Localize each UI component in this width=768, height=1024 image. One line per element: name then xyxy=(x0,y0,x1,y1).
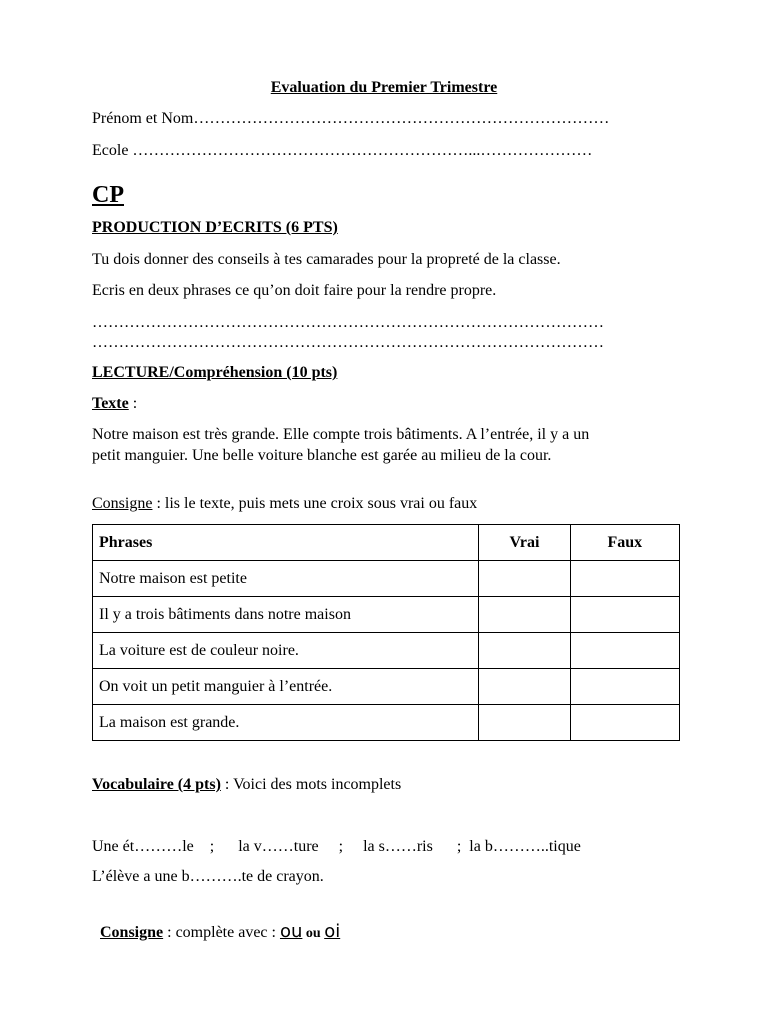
incomplete-words: Une ét………le ; la v……ture ; la s……ris ; la b………..tique xyxy=(92,838,581,855)
lecture-consigne xyxy=(92,494,477,514)
answer-line-2: …………………………………………………………………………………… xyxy=(92,334,604,351)
vrai-cell[interactable] xyxy=(479,633,570,669)
vocabulaire-consigne xyxy=(92,902,340,944)
vrai-cell[interactable] xyxy=(479,705,570,741)
incomplete-sentence: L’élève a une b……….te de crayon. xyxy=(92,868,324,885)
consigne-text: : lis le texte, puis mets une croix sous vrai ou faux xyxy=(152,495,478,512)
header-faux: Faux xyxy=(570,525,679,561)
table-row xyxy=(93,597,680,633)
vocabulaire-label: Vocabulaire (4 pts) xyxy=(92,776,221,793)
table-header-row xyxy=(93,525,680,561)
or-word: ou xyxy=(302,926,325,941)
option-oi: oi xyxy=(324,921,341,942)
phrase-cell: Il y a trois bâtiments dans notre maison xyxy=(93,597,479,633)
true-false-table xyxy=(92,524,680,741)
faux-cell[interactable] xyxy=(570,597,679,633)
production-instruction-2: Ecris en deux phrases ce qu’on doit faire pour la rendre propre. xyxy=(92,282,497,299)
phrase-cell: La voiture est de couleur noire. xyxy=(93,633,479,669)
vocab-consigne-text: : complète avec : xyxy=(163,924,280,941)
phrase-cell: On voit un petit manguier à l’entrée. xyxy=(93,669,479,705)
reading-text-line-1: Notre maison est très grande. Elle compte trois bâtiments. A l’entrée, il y a un xyxy=(92,426,590,443)
vrai-cell[interactable] xyxy=(479,597,570,633)
phrase-cell: Notre maison est petite xyxy=(93,561,479,597)
table-row xyxy=(93,705,680,741)
production-instruction-1: Tu dois donner des conseils à tes camarades pour la propreté de la classe. xyxy=(92,251,561,268)
vocabulaire-line xyxy=(92,775,401,795)
vocab-consigne-label: Consigne xyxy=(100,924,164,941)
option-ou: ou xyxy=(279,921,303,942)
header-vrai: Vrai xyxy=(479,525,570,561)
consigne-label: Consigne xyxy=(92,495,153,512)
lecture-heading: LECTURE/Compréhension (10 pts) xyxy=(92,364,338,381)
vrai-cell[interactable] xyxy=(479,561,570,597)
texte-colon: : xyxy=(128,395,138,412)
page-title: Evaluation du Premier Trimestre xyxy=(270,79,498,96)
answer-line-1: …………………………………………………………………………………… xyxy=(92,314,604,331)
level-heading: CP xyxy=(92,182,124,208)
phrase-cell: La maison est grande. xyxy=(93,705,479,741)
table-row xyxy=(93,633,680,669)
texte-label-line xyxy=(92,394,137,414)
table-row xyxy=(93,561,680,597)
production-heading: PRODUCTION D’ECRITS (6 PTS) xyxy=(92,219,338,236)
school-line: Ecole ………………………………………………………...………………… xyxy=(92,142,593,159)
name-line: Prénom et Nom…………………………………………………………………… xyxy=(92,110,610,127)
vrai-cell[interactable] xyxy=(479,669,570,705)
faux-cell[interactable] xyxy=(570,705,679,741)
reading-text-line-2: petit manguier. Une belle voiture blanche est garée au milieu de la cour. xyxy=(92,447,552,464)
faux-cell[interactable] xyxy=(570,633,679,669)
texte-label: Texte xyxy=(92,395,129,412)
vocabulaire-text: : Voici des mots incomplets xyxy=(220,776,402,793)
faux-cell[interactable] xyxy=(570,561,679,597)
faux-cell[interactable] xyxy=(570,669,679,705)
header-phrases: Phrases xyxy=(93,525,479,561)
table-row xyxy=(93,669,680,705)
